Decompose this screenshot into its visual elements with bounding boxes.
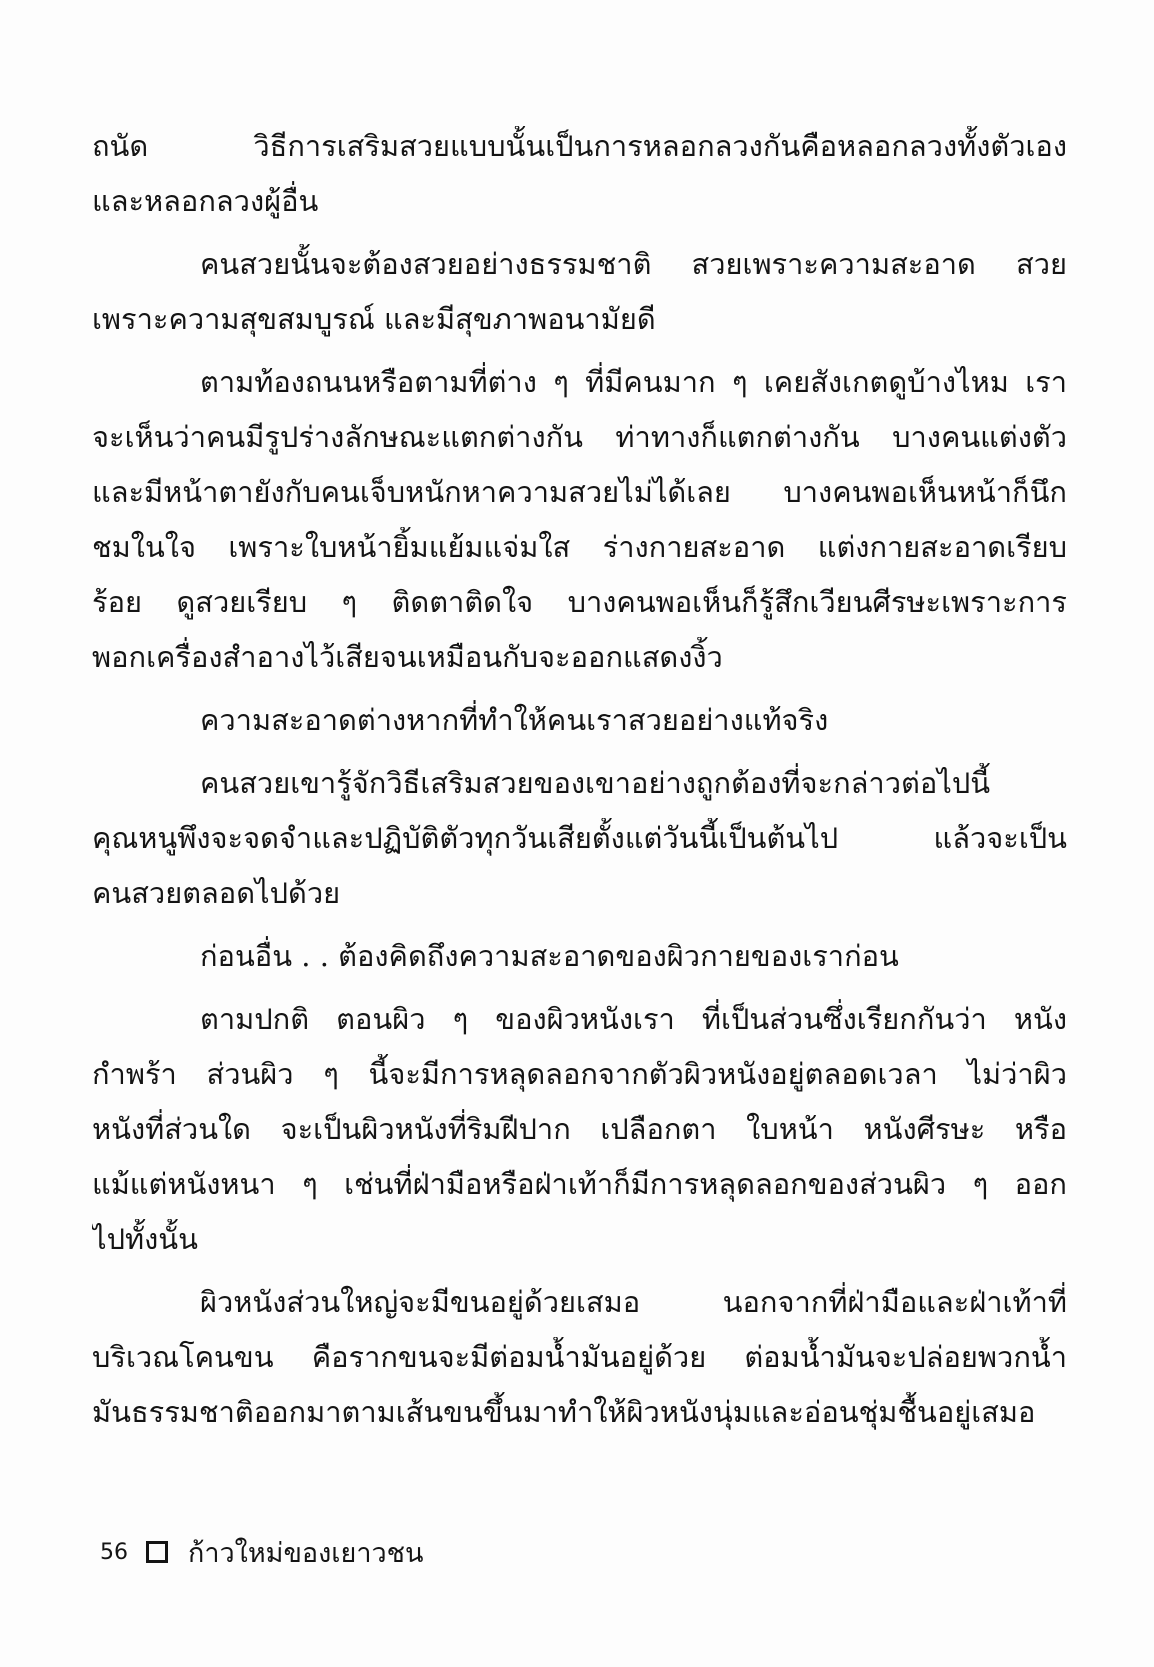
text-line: มันธรรมชาติออกมาตามเส้นขนขึ้นมาทำให้ผิวหนังนุ่มและอ่อนชุ่มชื้นอยู่เสมอ xyxy=(92,1395,1036,1429)
text-line: เพราะความสุขสมบูรณ์ และมีสุขภาพอนามัยดี xyxy=(92,302,656,336)
square-box-icon xyxy=(146,1541,168,1563)
page-number: 56 xyxy=(100,1539,128,1565)
text-line: ผิวหนังส่วนใหญ่จะมีขนอยู่ด้วยเสมอ นอกจากที่ฝ่ามือและฝ่าเท้าที่ xyxy=(200,1285,1067,1319)
text-line: ตามท้องถนนหรือตามที่ต่าง ๆ ที่มีคนมาก ๆ เคยสังเกตดูบ้างไหม เรา xyxy=(200,365,1067,399)
text-line: ไปทั้งนั้น xyxy=(92,1222,198,1256)
text-line: ถนัด วิธีการเสริมสวยแบบนั้นเป็นการหลอกลวงกันคือหลอกลวงทั้งตัวเอง xyxy=(92,129,1067,163)
running-title: ก้าวใหม่ของเยาวชน xyxy=(188,1537,424,1569)
text-line: จะเห็นว่าคนมีรูปร่างลักษณะแตกต่างกัน ท่าทางก็แตกต่างกัน บางคนแต่งตัว xyxy=(92,420,1067,454)
text-line: ชมในใจ เพราะใบหน้ายิ้มแย้มแจ่มใส ร่างกายสะอาด แต่งกายสะอาดเรียบ xyxy=(92,530,1067,564)
text-line: และมีหน้าตายังกับคนเจ็บหนักหาความสวยไม่ได้เลย บางคนพอเห็นหน้าก็นึก xyxy=(92,475,1067,509)
text-line: คนสวยนั้นจะต้องสวยอย่างธรรมชาติ สวยเพราะความสะอาด สวย xyxy=(200,247,1067,281)
text-line: ตามปกติ ตอนผิว ๆ ของผิวหนังเรา ที่เป็นส่วนซึ่งเรียกกันว่า หนัง xyxy=(200,1002,1067,1036)
text-line: คนสวยตลอดไปด้วย xyxy=(92,876,341,910)
text-line: พอกเครื่องสำอางไว้เสียจนเหมือนกับจะออกแสดงงิ้ว xyxy=(92,640,723,674)
text-line: กำพร้า ส่วนผิว ๆ นี้จะมีการหลุดลอกจากตัวผิวหนังอยู่ตลอดเวลา ไม่ว่าผิว xyxy=(92,1057,1067,1091)
text-line: คุณหนูพึงจะจดจำและปฏิบัติตัวทุกวันเสียตั้งแต่วันนี้เป็นต้นไป แล้วจะเป็น xyxy=(92,821,1067,855)
text-line: ก่อนอื่น . . ต้องคิดถึงความสะอาดของผิวกายของเราก่อน xyxy=(200,939,899,973)
text-line: หนังที่ส่วนใด จะเป็นผิวหนังที่ริมฝีปาก เปลือกตา ใบหน้า หนังศีรษะ หรือ xyxy=(92,1112,1067,1146)
text-line: ความสะอาดต่างหากที่ทำให้คนเราสวยอย่างแท้จริง xyxy=(200,703,829,737)
page-footer xyxy=(100,1532,423,1572)
text-line: ร้อย ดูสวยเรียบ ๆ ติดตาติดใจ บางคนพอเห็นก็รู้สึกเวียนศีรษะเพราะการ xyxy=(92,585,1067,619)
text-line: บริเวณโคนขน คือรากขนจะมีต่อมน้ำมันอยู่ด้วย ต่อมน้ำมันจะปล่อยพวกน้ำ xyxy=(92,1340,1067,1374)
text-line: แม้แต่หนังหนา ๆ เช่นที่ฝ่ามือหรือฝ่าเท้าก็มีการหลุดลอกของส่วนผิว ๆ ออก xyxy=(92,1167,1067,1201)
text-line: และหลอกลวงผู้อื่น xyxy=(92,184,319,218)
text-line: คนสวยเขารู้จักวิธีเสริมสวยของเขาอย่างถูกต้องที่จะกล่าวต่อไปนี้ xyxy=(200,766,991,800)
